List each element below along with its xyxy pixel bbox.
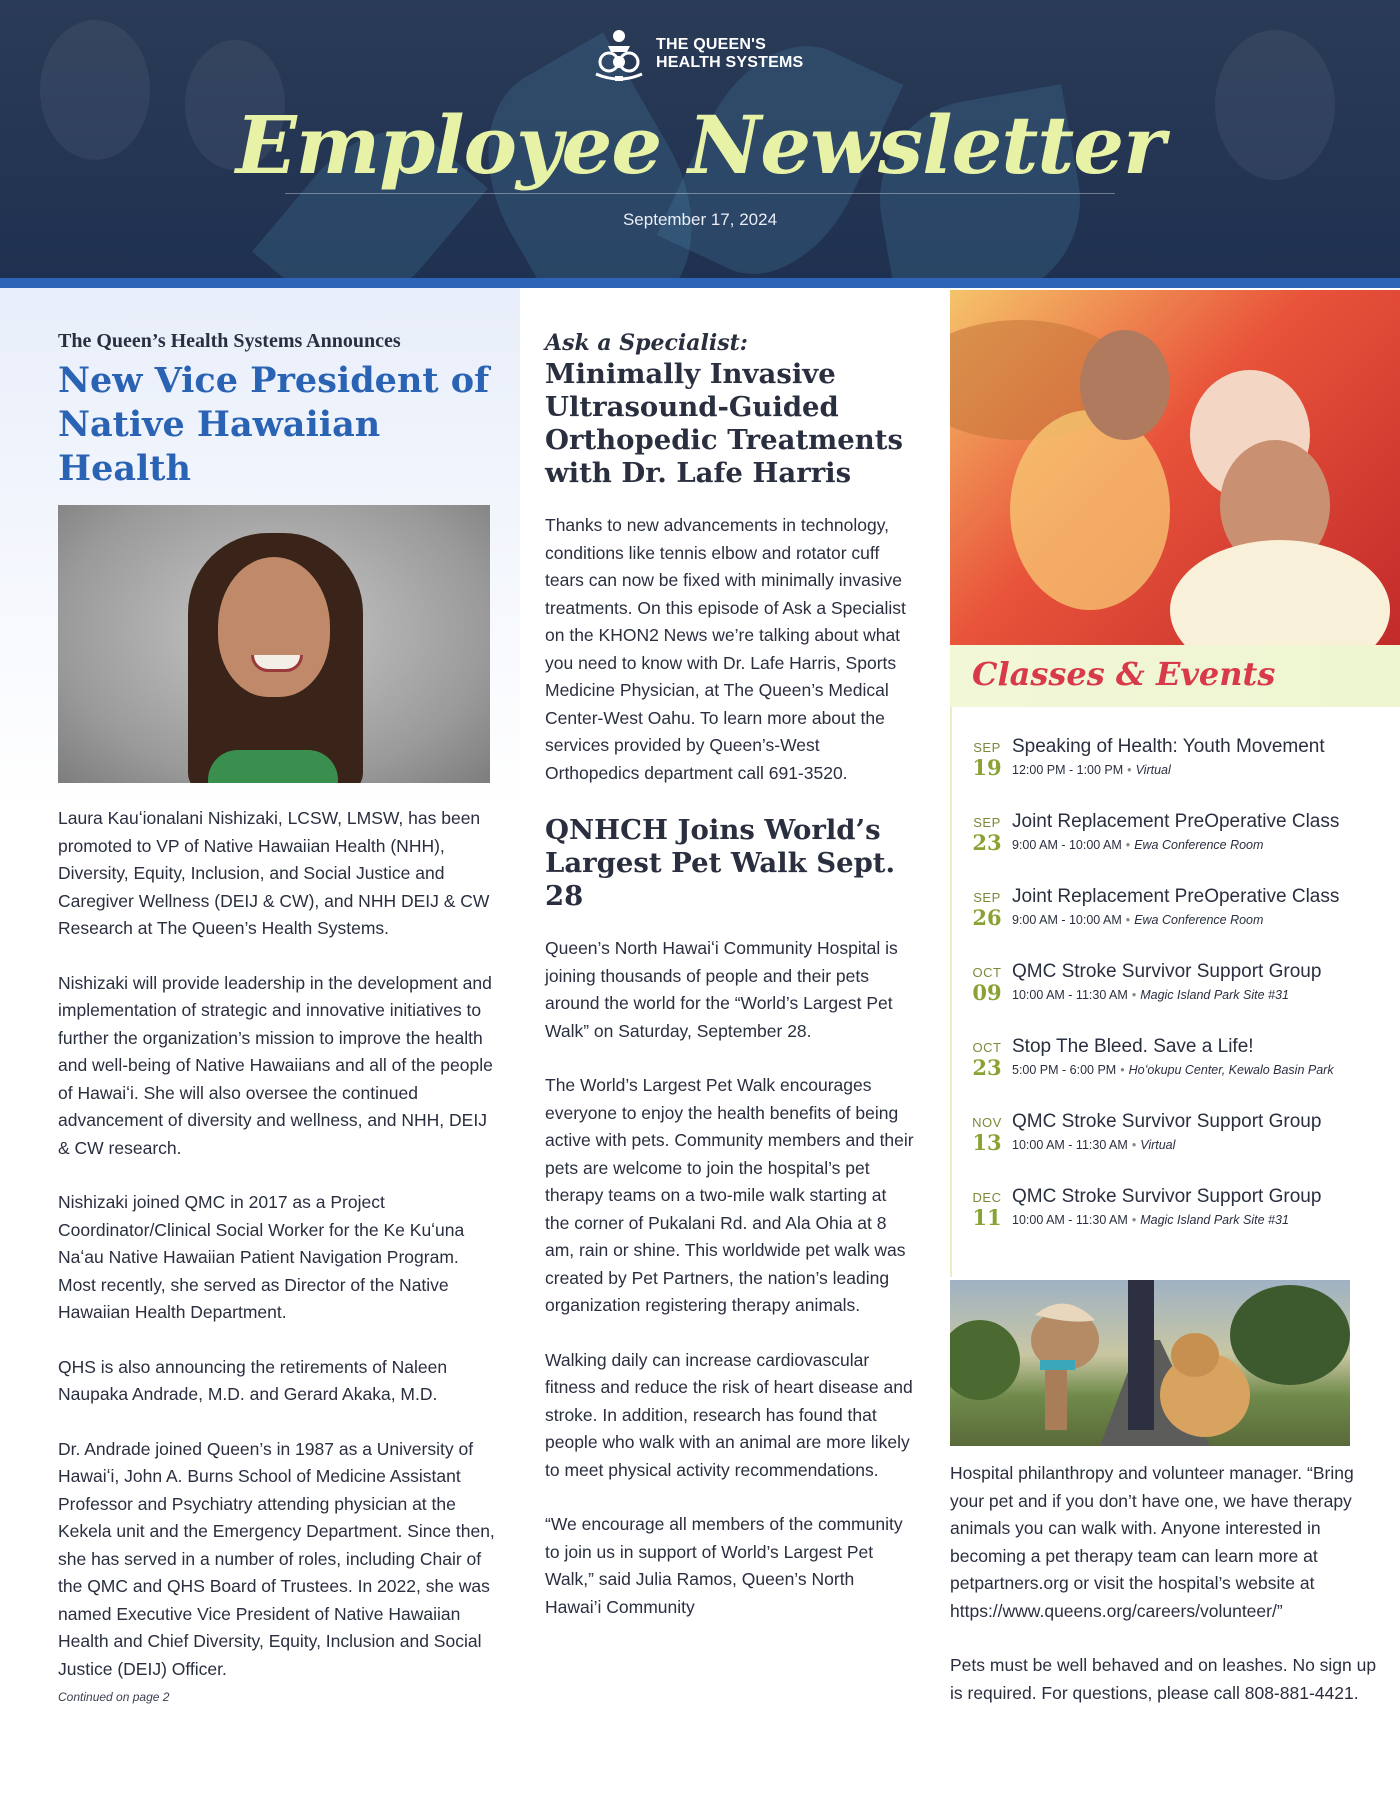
event-day: 19 — [972, 755, 1002, 780]
pony-halter — [1040, 1360, 1075, 1370]
event-details — [1012, 763, 1171, 777]
event-time: 10:00 AM - 11:30 AM — [1012, 1213, 1128, 1227]
pony-neck — [1045, 1360, 1067, 1430]
photo-shape — [1080, 330, 1170, 440]
event-details — [1012, 1138, 1175, 1152]
article-paragraph: Walking daily can increase cardiovascular fitness and reduce the risk of heart disease and stroke. In addition, research has found that people who walk with an animal are more likely to meet physical activity recommendations. — [545, 1349, 913, 1480]
event-day: 09 — [972, 980, 1002, 1005]
org-name — [656, 36, 803, 72]
article-pet-walk — [545, 814, 915, 1621]
event-day: 11 — [972, 1205, 1002, 1230]
article-new-vp — [58, 330, 498, 1704]
masthead-divider — [285, 193, 1115, 194]
event-item[interactable] — [970, 1030, 1400, 1105]
portrait-face — [218, 557, 330, 697]
continued-note: Continued on page 2 — [58, 1690, 170, 1704]
pet-walk-continuation — [950, 1460, 1380, 1734]
separator-dot: • — [1125, 913, 1131, 927]
hula-dancers-photo — [950, 290, 1400, 645]
event-month: SEP — [973, 740, 1001, 755]
event-title: Speaking of Health: Youth Movement — [1012, 736, 1325, 757]
photo-shape — [1010, 410, 1170, 610]
article-paragraph: Dr. Andrade joined Queen’s in 1987 as a University of Hawaiʻi, John A. Burns School of Medicine Assistant Professor and Psychiatry attending physician at the Kekela unit and the Emergency Department. Since then, she has served in a number of roles, including Chair of the QMC and QHS Board of Trustees. In 2022, she was named Executive Vice President of Native Hawaiian Health and Chief Diversity, Equity, Inclusion and Social Justice (DEIJ) Officer. — [58, 1438, 495, 1679]
event-month: OCT — [972, 965, 1002, 980]
event-location: Magic Island Park Site #31 — [1140, 988, 1289, 1002]
event-month: DEC — [972, 1190, 1002, 1205]
separator-dot: • — [1131, 1213, 1137, 1227]
separator-dot: • — [1131, 988, 1137, 1002]
event-location: Magic Island Park Site #31 — [1140, 1213, 1289, 1227]
event-title: Stop The Bleed. Save a Life! — [1012, 1036, 1254, 1057]
article-headline: Minimally Invasive Ultrasound-Guided Orthopedic Treatments with Dr. Lafe Harris — [545, 358, 903, 489]
event-title: QMC Stroke Survivor Support Group — [1012, 1111, 1322, 1132]
event-time: 5:00 PM - 6:00 PM — [1012, 1063, 1117, 1077]
events-list — [970, 730, 1400, 1255]
event-month: SEP — [973, 890, 1001, 905]
event-item[interactable] — [970, 1105, 1400, 1180]
event-month: NOV — [972, 1115, 1002, 1130]
event-item[interactable] — [970, 730, 1400, 805]
tree-shape — [950, 1320, 1020, 1400]
events-title: Classes & Events — [972, 655, 1276, 693]
event-item[interactable] — [970, 805, 1400, 880]
org-name-line1: THE QUEEN'S — [656, 36, 767, 53]
article-paragraph: Laura Kauʻionalani Nishizaki, LCSW, LMSW, has been promoted to VP of Native Hawaiian Health (NHH), Diversity, Equity, Inclusion, and Social Justice and Caregiver Wellness (DEIJ & CW), and NHH DEIJ & CW Research at The Queen’s Health Systems. — [58, 808, 490, 938]
event-details — [1012, 988, 1289, 1002]
event-item[interactable] — [970, 880, 1400, 955]
event-time: 9:00 AM - 10:00 AM — [1012, 838, 1122, 852]
event-day: 13 — [972, 1130, 1002, 1155]
article-paragraph: QHS is also announcing the retirements of Naleen Naupaka Andrade, M.D. and Gerard Akaka, M.D. — [58, 1356, 448, 1404]
pet-walk-photo — [950, 1280, 1350, 1446]
event-time: 9:00 AM - 10:00 AM — [1012, 913, 1122, 927]
event-month: SEP — [973, 815, 1001, 830]
article-kicker: Ask a Specialist: — [545, 330, 748, 356]
event-item[interactable] — [970, 1180, 1400, 1255]
event-title: Joint Replacement PreOperative Class — [1012, 811, 1340, 832]
event-location: Ewa Conference Room — [1134, 913, 1264, 927]
article-paragraph: Thanks to new advancements in technology, conditions like tennis elbow and rotator cuff tears can now be fixed with minimally invasive treatments. On this episode of Ask a Specialist on the KHON2 News we’re talking about what you need to know with Dr. Lafe Harris, Sports Medicine Physician, at The Queen’s Medical Center-West Oahu. To learn more about the services provided by Queen’s-West Orthopedics department call 691-3520. — [545, 515, 906, 783]
event-time: 10:00 AM - 11:30 AM — [1012, 988, 1128, 1002]
crest-icon — [590, 26, 648, 84]
photo-shape — [1170, 540, 1390, 645]
event-title: QMC Stroke Survivor Support Group — [1012, 1186, 1322, 1207]
event-month: OCT — [972, 1040, 1002, 1055]
events-divider — [950, 707, 952, 1277]
event-time: 12:00 PM - 1:00 PM — [1012, 763, 1124, 777]
walker-legs — [1128, 1280, 1154, 1430]
header-divider — [0, 278, 1400, 288]
org-name-line2: HEALTH SYSTEMS — [656, 54, 804, 71]
event-day: 23 — [972, 1055, 1002, 1080]
separator-dot: • — [1125, 838, 1131, 852]
article-headline: New Vice President of Native Hawaiian Health — [58, 360, 490, 489]
qhs-logo — [590, 26, 810, 86]
event-location: Ewa Conference Room — [1134, 838, 1264, 852]
event-details — [1012, 1213, 1289, 1227]
pony-and-dog-illustration — [950, 1280, 1350, 1446]
article-ask-a-specialist — [545, 330, 915, 787]
event-day: 26 — [972, 905, 1002, 930]
event-item[interactable] — [970, 955, 1400, 1030]
event-location: Virtual — [1135, 763, 1171, 777]
event-location: Hoʻokupu Center, Kewalo Basin Park — [1128, 1063, 1334, 1077]
article-headline: QNHCH Joins World’s Largest Pet Walk Sept. 28 — [545, 814, 896, 912]
event-details — [1012, 838, 1263, 852]
masthead-title: Employee Newsletter — [235, 98, 1165, 192]
portrait-shirt — [208, 750, 338, 783]
dog-head — [1171, 1333, 1219, 1377]
event-title: QMC Stroke Survivor Support Group — [1012, 961, 1322, 982]
article-paragraph: Pets must be well behaved and on leashes. No sign up is required. For questions, please call 808-881-4421. — [950, 1655, 1377, 1703]
separator-dot: • — [1131, 1138, 1137, 1152]
article-paragraph: The World’s Largest Pet Walk encourages everyone to enjoy the health benefits of being active with pets. Community members and their pets are welcome to join the hospital’s pet therapy teams on a two-mile walk starting at the corner of Pukalani Rd. and Ala Ohia at 8 am, rain or shine. This worldwide pet walk was created by Pet Partners, the nation’s leading organization registering therapy animals. — [545, 1075, 914, 1315]
event-time: 10:00 AM - 11:30 AM — [1012, 1138, 1128, 1152]
middle-column — [545, 330, 915, 1648]
article-paragraph: Queen’s North Hawaiʻi Community Hospital is joining thousands of people and their pets around the world for the “World’s Largest Pet Walk” on Saturday, September 28. — [545, 938, 898, 1041]
article-paragraph: Nishizaki will provide leadership in the development and implementation of strategic and innovative initiatives to further the organization’s mission to improve the health and well-being of Native Hawaiians and all of the people of Hawaiʻi. She will also oversee the continued advancement of diversity and wellness, and NHH, DEIJ & CW research. — [58, 972, 493, 1158]
separator-dot: • — [1127, 763, 1132, 777]
separator-dot: • — [1120, 1063, 1125, 1077]
tree-shape — [1230, 1285, 1350, 1385]
article-paragraph: Hospital philanthropy and volunteer manager. “Bring your pet and if you don’t have one, we have therapy animals you can walk with. Anyone interested in becoming a pet therapy team can learn more at petpartners.org or visit the hospital’s website at https://www.queens.org/careers/volunteer/” — [950, 1463, 1354, 1621]
portrait-photo — [58, 505, 490, 783]
newsletter-header — [0, 0, 1400, 280]
article-kicker: The Queen’s Health Systems Announces — [58, 330, 401, 352]
article-paragraph: “We encourage all members of the community to join us in support of World’s Largest Pet Walk,” said Julia Ramos, Queen’s North Hawai’i Community — [545, 1514, 903, 1617]
event-details — [1012, 1063, 1334, 1077]
event-day: 23 — [972, 830, 1002, 855]
issue-date: September 17, 2024 — [622, 210, 778, 229]
event-location: Virtual — [1140, 1138, 1176, 1152]
event-title: Joint Replacement PreOperative Class — [1012, 886, 1340, 907]
article-paragraph: Nishizaki joined QMC in 2017 as a Project Coordinator/Clinical Social Worker for the Ke Kuʻuna Naʻau Native Hawaiian Patient Navigation Program. Most recently, she served as Director of the Native Hawaiian Health Department. — [58, 1192, 465, 1322]
event-details — [1012, 913, 1263, 927]
